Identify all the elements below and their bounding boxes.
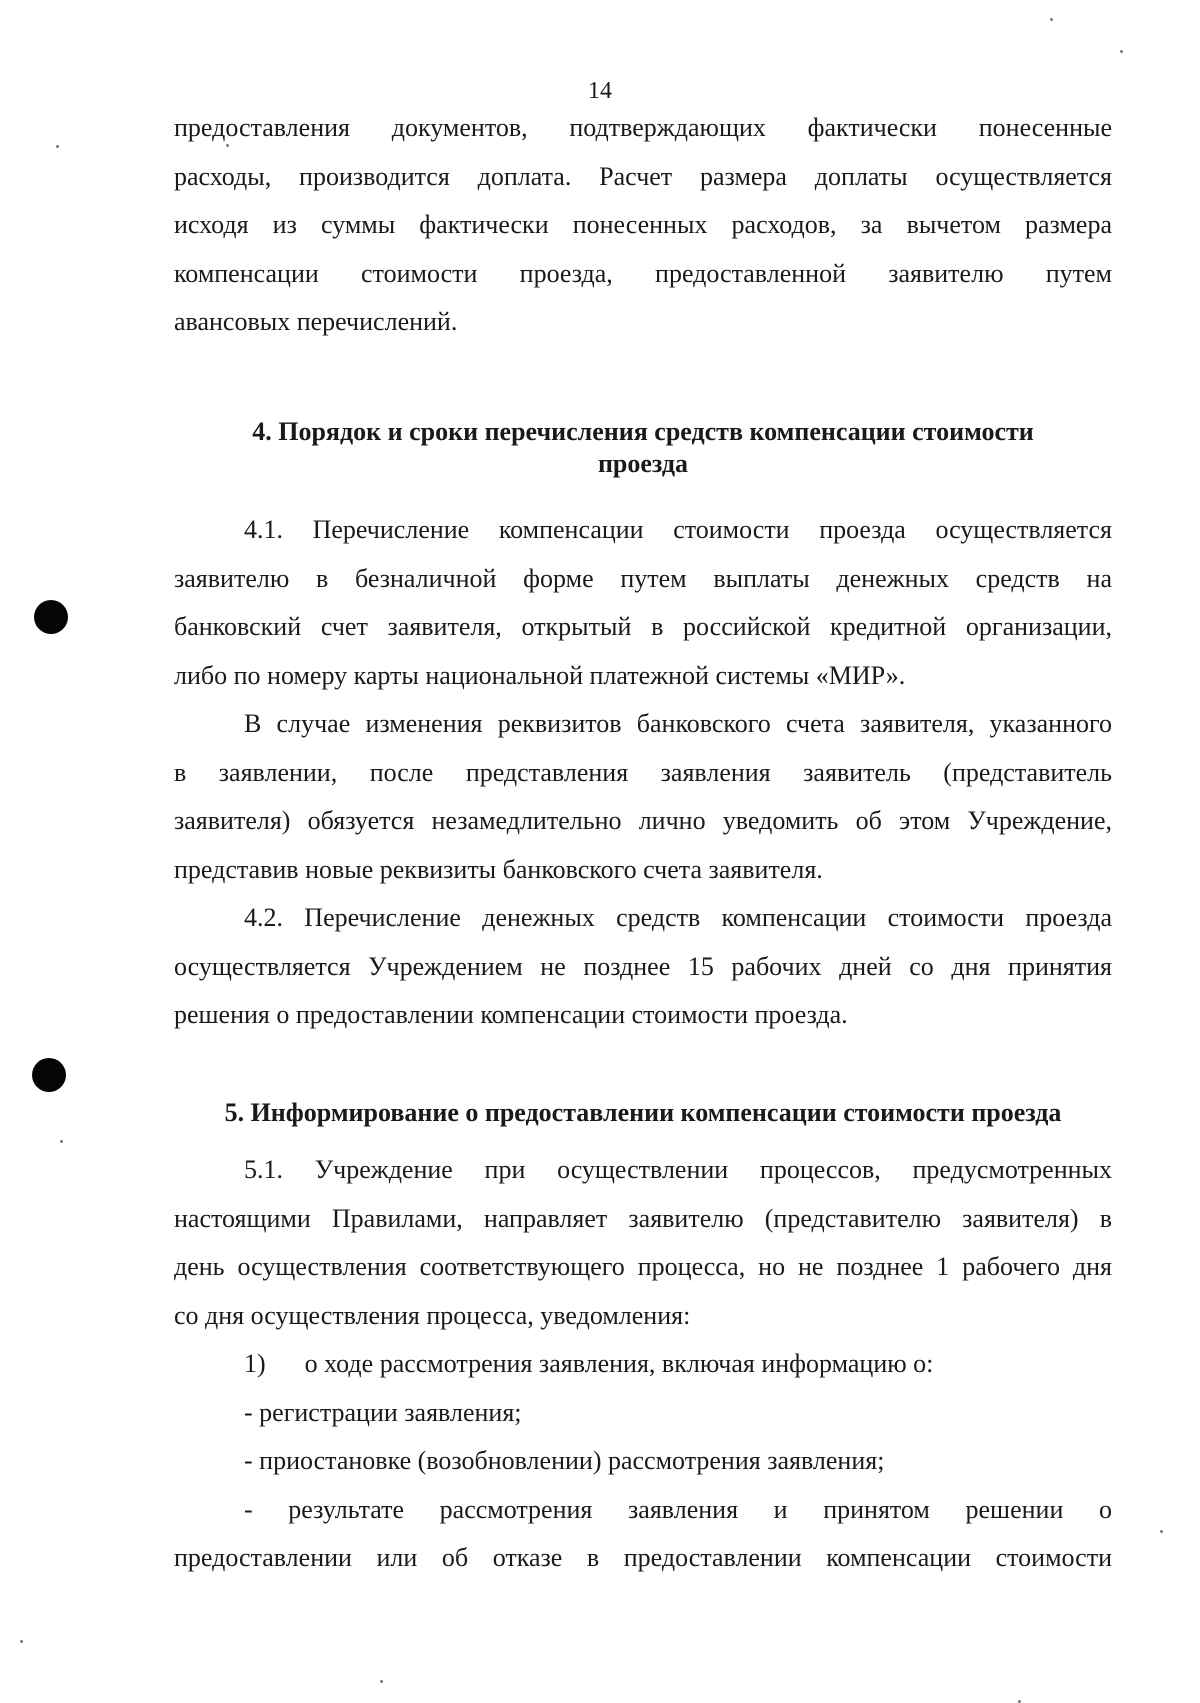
heading-line: проезда xyxy=(597,449,689,478)
scan-speck xyxy=(1120,50,1123,53)
text-line: представив новые реквизиты банковского счета заявителя. xyxy=(174,854,823,884)
text-line: настоящими Правилами, направляет заявителю (представителю заявителя) в xyxy=(174,1203,1112,1233)
scan-speck xyxy=(56,145,59,148)
heading-line: 4. Порядок и сроки перечисления средств компенсации стоимости xyxy=(252,417,1034,446)
text-line: В случае изменения реквизитов банковского счета заявителя, указанного xyxy=(244,709,1112,738)
text-line: расходы, производится доплата. Расчет размера доплаты осуществляется xyxy=(174,161,1112,191)
list-item: - результате рассмотрения заявления и принятом решении о xyxy=(244,1494,1112,1524)
section-4-heading xyxy=(174,416,1112,480)
text-line: день осуществления соответствующего процесса, но не позднее 1 рабочего дня xyxy=(174,1252,1112,1281)
text-line: авансовых перечислений. xyxy=(174,307,458,336)
section-4-body xyxy=(174,506,1112,1040)
text-line: 4.2. Перечисление денежных средств компенсации стоимости проезда xyxy=(244,903,1112,932)
text-line: 5.1. Учреждение при осуществлении процессов, предусмотренных xyxy=(244,1155,1112,1184)
section-5-body xyxy=(174,1146,1112,1583)
text-line: заявителю в безналичной форме путем выплаты денежных средств на xyxy=(174,563,1112,593)
intro-paragraph xyxy=(174,104,1112,347)
punch-hole xyxy=(32,1058,66,1092)
scan-speck xyxy=(1050,18,1053,21)
scan-speck xyxy=(20,1640,23,1643)
page-number: 14 xyxy=(588,78,612,104)
text-line: в заявлении, после представления заявления заявитель (представитель xyxy=(174,757,1112,787)
text-line: со дня осуществления процесса, уведомления: xyxy=(174,1300,691,1330)
punch-hole xyxy=(34,600,68,634)
text-line: решения о предоставлении компенсации стоимости проезда. xyxy=(174,1000,848,1029)
text-line: заявителя) обязуется незамедлительно лично уведомить об этом Учреждение, xyxy=(174,806,1112,835)
list-item: - приостановке (возобновлении) рассмотрения заявления; xyxy=(244,1446,885,1475)
list-item: 1) о ходе рассмотрения заявления, включая информацию о: xyxy=(244,1349,934,1378)
text-line: компенсации стоимости проезда, предоставленной заявителю путем xyxy=(174,258,1112,288)
text-line: предоставлении или об отказе в предоставлении компенсации стоимости xyxy=(174,1543,1112,1572)
scan-speck xyxy=(60,1140,63,1143)
list-item: - регистрации заявления; xyxy=(244,1397,522,1427)
scan-speck xyxy=(1160,1530,1163,1533)
scan-speck xyxy=(226,144,229,147)
section-5-heading: 5. Информирование о предоставлении компенсации стоимости проезда xyxy=(224,1098,1062,1127)
text-line: предоставления документов, подтверждающих фактически понесенные xyxy=(174,113,1112,142)
text-line: исходя из суммы фактически понесенных расходов, за вычетом размера xyxy=(174,210,1112,239)
text-line: осуществляется Учреждением не позднее 15 рабочих дней со дня принятия xyxy=(174,951,1112,981)
text-line: банковский счет заявителя, открытый в российской кредитной организации, xyxy=(174,612,1112,641)
text-line: 4.1. Перечисление компенсации стоимости проезда осуществляется xyxy=(244,515,1112,544)
scan-speck xyxy=(380,1680,383,1683)
text-line: либо по номеру карты национальной платежной системы «МИР». xyxy=(174,660,906,690)
